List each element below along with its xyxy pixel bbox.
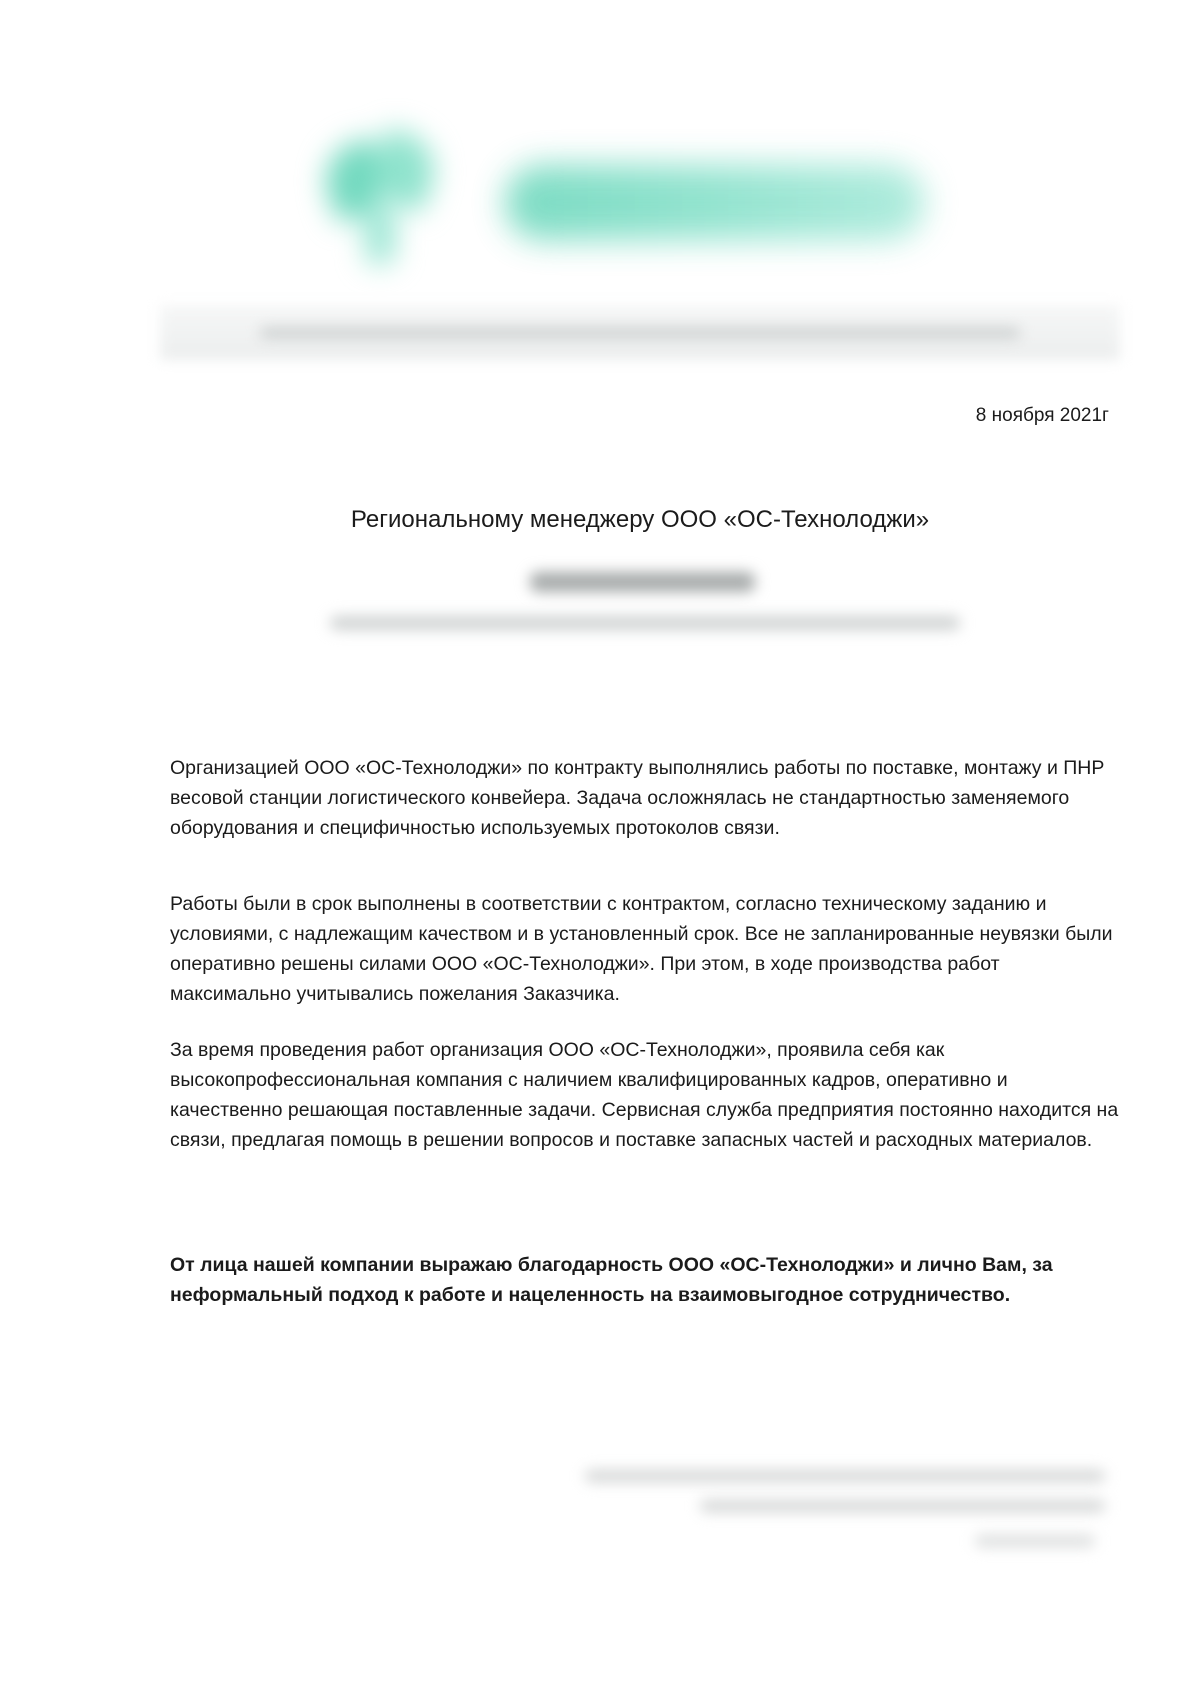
letter-date: 8 ноября 2021г (975, 405, 1109, 426)
company-logo-mark (325, 135, 445, 265)
addressee-address-blurred (330, 616, 960, 630)
paragraph-1: Организацией ООО «ОС-Технолоджи» по контракту выполнялись работы по поставке, монтажу и ПНР весовой станции логистического конвейера. Задача осложнялась не стандартностью заменяемого оборудования и специфичностью используемых протоколов связи. (170, 757, 1105, 839)
letterhead (160, 110, 1120, 360)
company-logo-wordmark-blurred (505, 165, 925, 240)
addressee-name-blurred (530, 572, 755, 592)
letterhead-details-blurred (260, 328, 1020, 338)
signature-line-3-blurred (975, 1535, 1095, 1547)
paragraph-2: Работы были в срок выполнены в соответствии с контрактом, согласно техническому заданию и условиями, с надлежащим качеством и в установленный срок. Все не запланированные неувязки были оперативно решены силами ООО «ОС-Технолоджи». При этом, в ходе производства работ максимально учитывались пожелания Заказчика. (170, 893, 1113, 1005)
signature-line-2-blurred (700, 1500, 1105, 1512)
closing-gratitude: От лица нашей компании выражаю благодарность ООО «ОС-Технолоджи» и лично Вам, за неформальный подход к работе и нацеленность на взаимовыгодное сотрудничество. (170, 1254, 1053, 1306)
paragraph-3: За время проведения работ организация ООО «ОС-Технолоджи», проявила себя как высокопрофессиональная компания с наличием квалифицированных кадров, оперативно и качественно решающая поставленные задачи. Сервисная служба предприятия постоянно находится на связи, предлагая помощь в решении вопросов и поставке запасных частей и расходных материалов. (170, 1039, 1119, 1151)
signature-line-1-blurred (585, 1470, 1105, 1482)
addressee-title: Региональному менеджеру ООО «ОС-Технолоджи» (350, 506, 930, 533)
